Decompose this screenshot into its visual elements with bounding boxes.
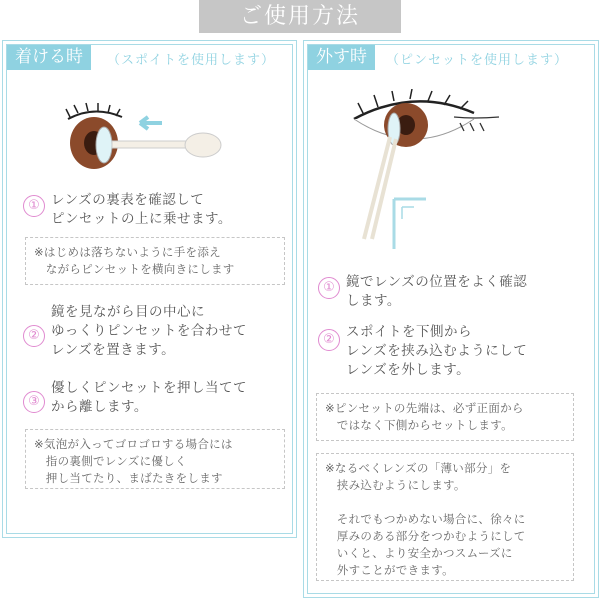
- insert-step-1: [23, 191, 232, 229]
- step-text: 優しくピンセットを押し当てて から離します。: [51, 380, 247, 415]
- remove-note-1: ※ピンセットの先端は、必ず正面から ではなく下側からセットします。: [316, 393, 574, 441]
- insert-step-3: [23, 379, 247, 417]
- page-title: ご使用方法: [199, 0, 401, 33]
- tab-remove-subtitle: （ピンセットを使用します）: [386, 53, 569, 68]
- step-number: ②: [23, 325, 45, 347]
- step-number: ①: [318, 277, 340, 299]
- insert-note-2: ※気泡が入ってゴロゴロする場合には 指の裏側でレンズに優しく 押し当てたり、まばたきをします: [25, 429, 285, 489]
- dropper-icon: [112, 141, 188, 148]
- step-text: スポイトを下側から レンズを挟み込むようにして レンズを外します。: [346, 324, 528, 378]
- remove-step-2: [318, 323, 527, 380]
- arrow-left-icon: [140, 117, 162, 129]
- tab-remove: 外す時: [308, 45, 375, 70]
- step-text: 鏡を見ながら目の中心に ゆっくりピンセットを合わせて レンズを置きます。: [51, 304, 247, 358]
- step-number: ③: [23, 391, 45, 413]
- panel-remove: [303, 40, 599, 598]
- contact-lens-icon: [96, 127, 112, 163]
- remove-illustration: [344, 89, 544, 249]
- step-text: レンズの裏表を確認して ピンセットの上に乗せます。: [51, 192, 232, 227]
- tab-insert: 着ける時: [7, 45, 91, 70]
- remove-step-1: [318, 273, 527, 311]
- remove-note-2: ※なるべくレンズの「薄い部分」を 挟み込むようにします。 それでもつかめない場合に、徐々に 厚みのある部分をつかむようにして いくと、より安全かつスムーズに 外すことができます。: [316, 453, 574, 581]
- step-text: 鏡でレンズの位置をよく確認 します。: [346, 274, 528, 309]
- insert-note-1: ※はじめは落ちないように手を添え ながらピンセットを横向きにします: [25, 237, 285, 285]
- step-number: ①: [23, 195, 45, 217]
- tab-insert-subtitle: （スポイトを使用します）: [107, 53, 276, 68]
- panel-insert: [2, 40, 297, 538]
- step-number: ②: [318, 329, 340, 351]
- insert-illustration: [58, 99, 238, 179]
- tweezers-icon: [364, 137, 396, 239]
- insert-step-2: [23, 303, 247, 360]
